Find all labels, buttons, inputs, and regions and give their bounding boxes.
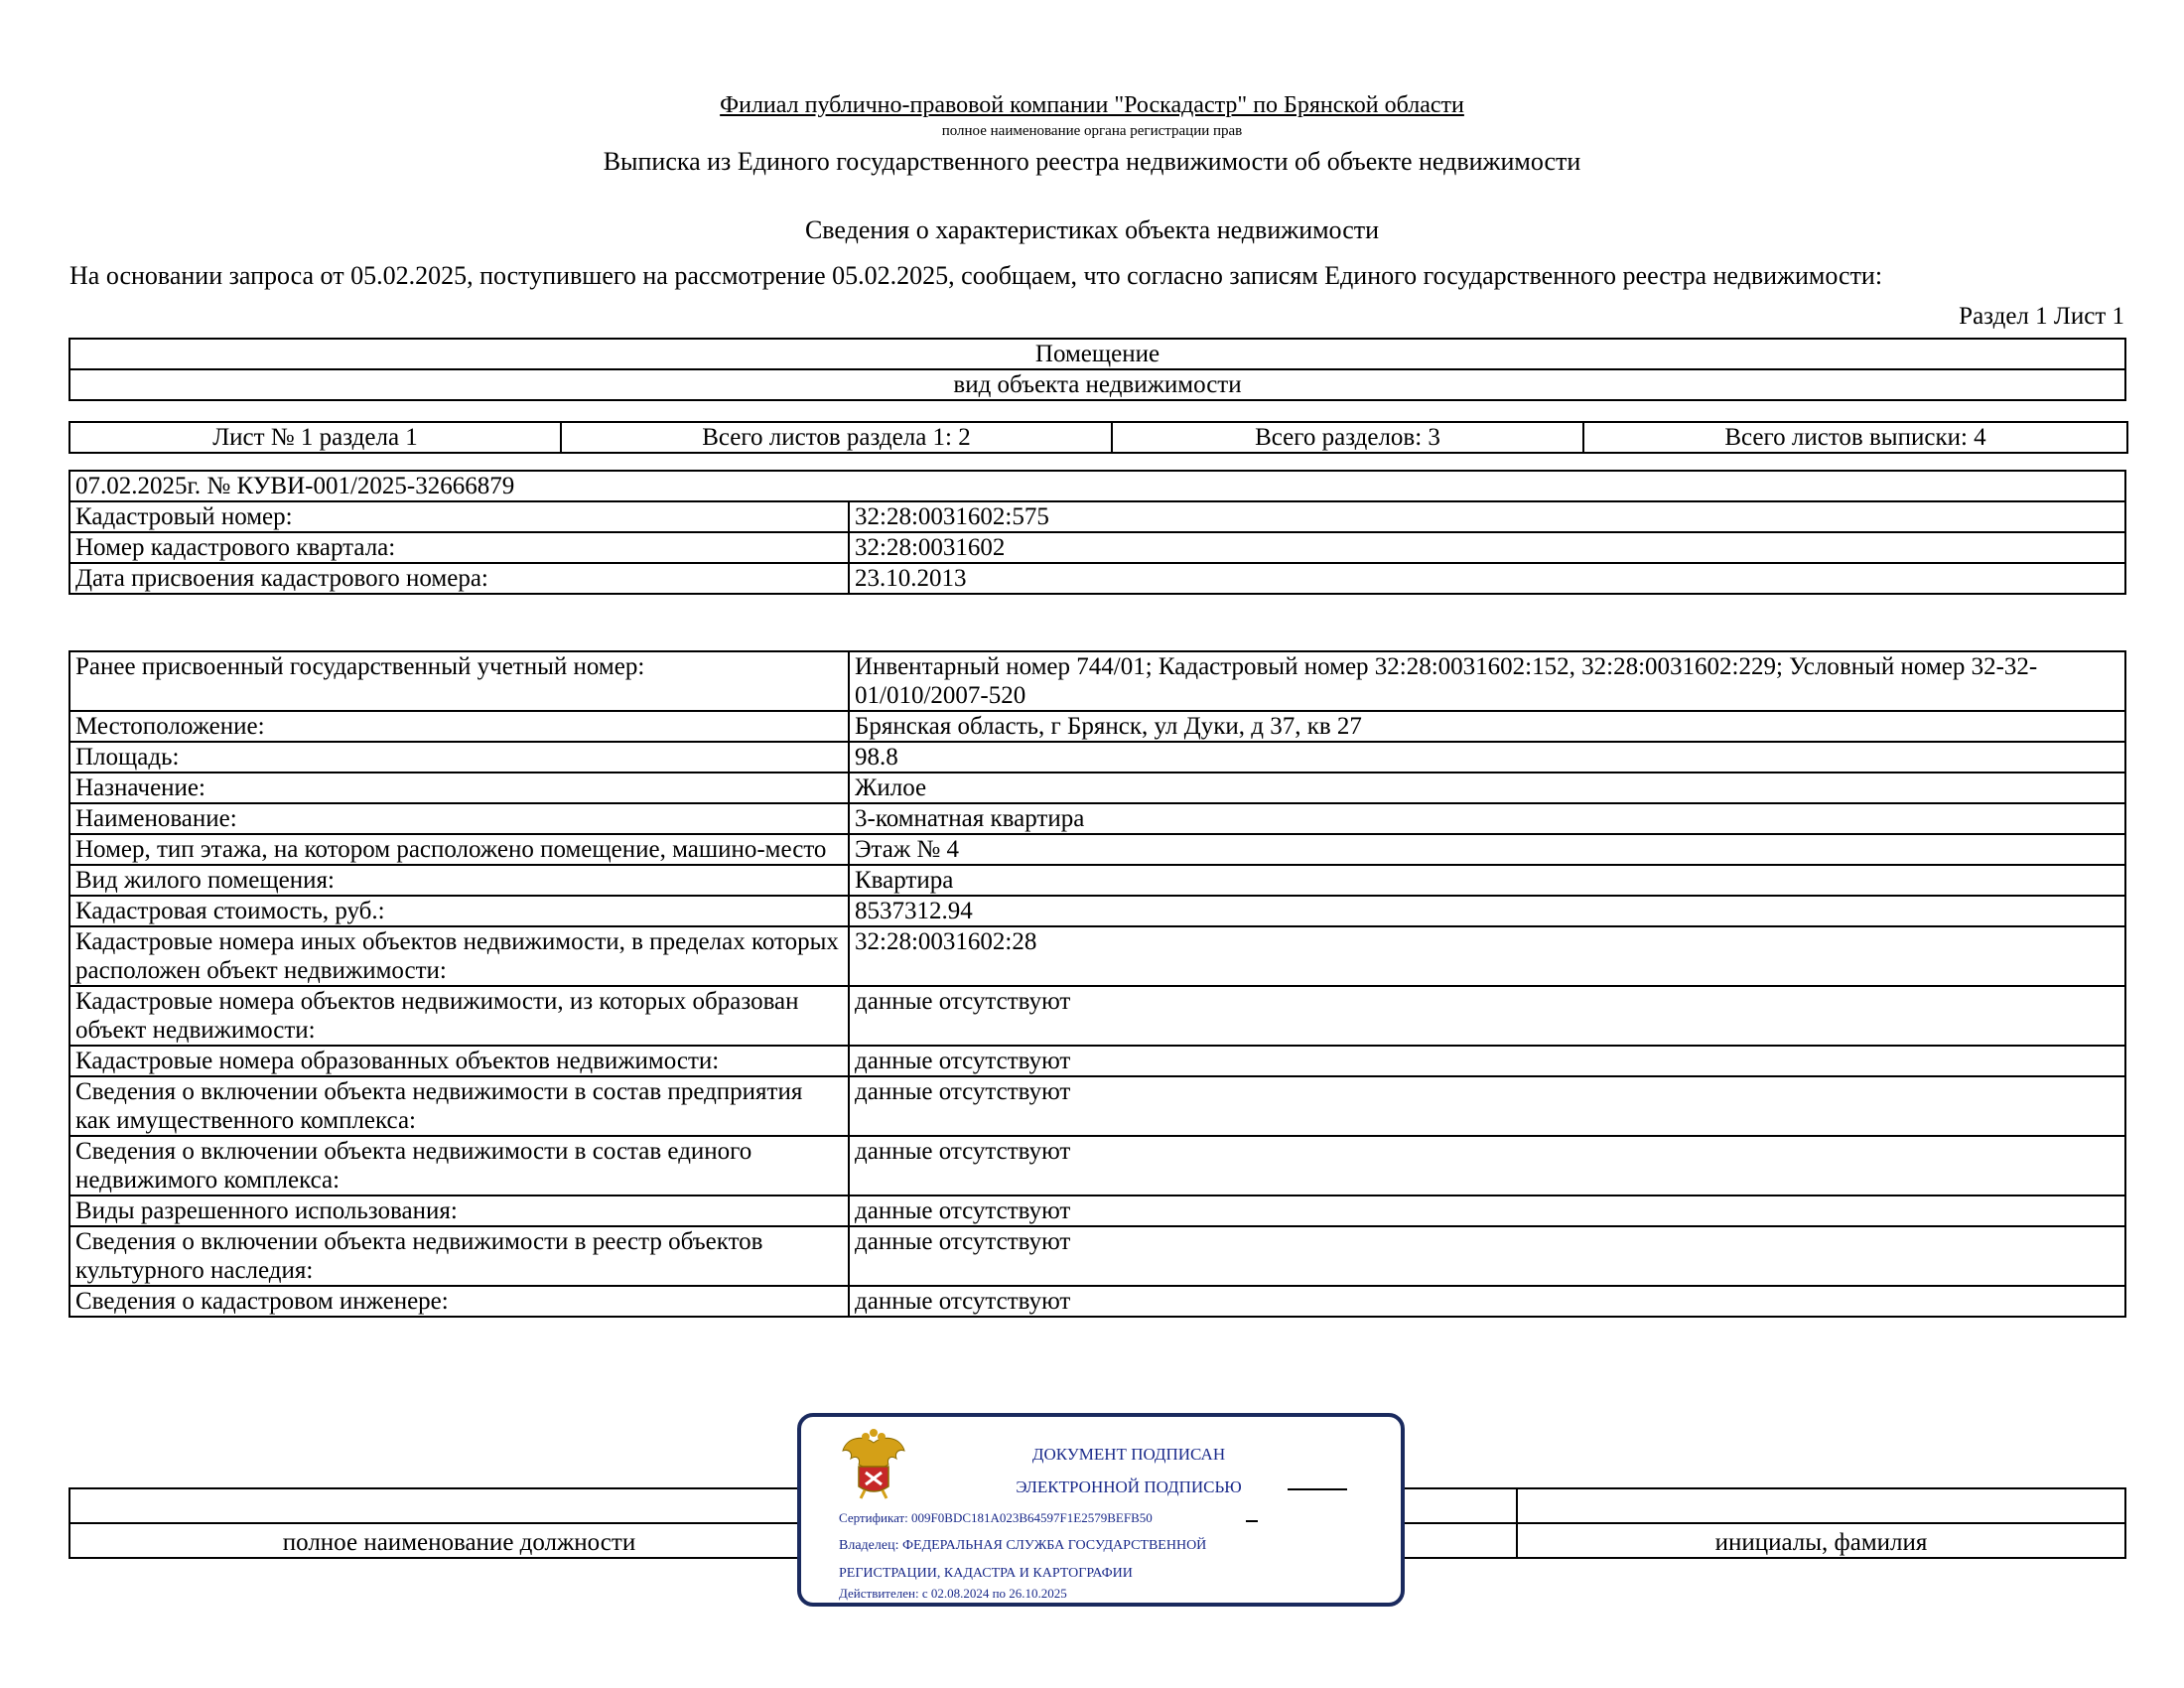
row-value: данные отсутствуют (849, 1196, 2125, 1226)
row-label: Сведения о кадастровом инженере: (69, 1286, 849, 1317)
sheets-table (68, 421, 2128, 454)
organ-caption: полное наименование органа регистрации прав (941, 123, 1243, 139)
table-row (69, 834, 2125, 865)
row-value: данные отсутствуют (849, 986, 2125, 1046)
document-title: Выписка из Единого государственного реестра недвижимости об объекте недвижимости (603, 147, 1581, 176)
stamp-line-1: ДОКУМЕНТ ПОДПИСАН (1031, 1445, 1226, 1464)
row-label: Номер кадастрового квартала: (69, 532, 849, 563)
registry-table (68, 470, 2126, 595)
details-table (68, 650, 2126, 1318)
stamp-line-2: ЭЛЕКТРОННОЙ ПОДПИСЬЮ (1016, 1477, 1242, 1496)
row-label: Кадастровые номера объектов недвижимости, из которых образован объект недвижимости: (69, 986, 849, 1046)
row-value: данные отсутствуют (849, 1046, 2125, 1076)
row-value: 23.10.2013 (849, 563, 2125, 594)
stamp-owner: Владелец: ФЕДЕРАЛЬНАЯ СЛУЖБА ГОСУДАРСТВЕННОЙ (839, 1538, 1207, 1553)
row-value: 32:28:0031602:575 (849, 501, 2125, 532)
row-value: Инвентарный номер 744/01; Кадастровый номер 32:28:0031602:152, 32:28:0031602:229; Условный номер 32-32-01/010/2007-520 (849, 651, 2125, 711)
row-value: 8537312.94 (849, 896, 2125, 926)
row-value: 32:28:0031602:28 (849, 926, 2125, 986)
total-sections: Всего разделов: 3 (1112, 422, 1583, 453)
position-field (69, 1488, 849, 1523)
row-value: Жилое (849, 773, 2125, 803)
table-row (69, 563, 2125, 594)
table-row (69, 926, 2125, 986)
row-label: Ранее присвоенный государственный учетный номер: (69, 651, 849, 711)
stamp-owner-continued: РЕГИСТРАЦИИ, КАДАСТРА И КАРТОГРАФИИ (839, 1566, 1133, 1581)
row-value: 32:28:0031602 (849, 532, 2125, 563)
row-label: Наименование: (69, 803, 849, 834)
row-label: Местоположение: (69, 711, 849, 742)
position-caption: полное наименование должности (69, 1523, 849, 1558)
row-label: Кадастровые номера иных объектов недвижимости, в пределах которых расположен объект недвижимости: (69, 926, 849, 986)
row-label: Номер, тип этажа, на котором расположено помещение, машино-место (69, 834, 849, 865)
row-label: Сведения о включении объекта недвижимости в состав единого недвижимого комплекса: (69, 1136, 849, 1196)
name-field (1517, 1488, 2125, 1523)
row-label: Вид жилого помещения: (69, 865, 849, 896)
table-row (69, 1076, 2125, 1136)
table-row (69, 773, 2125, 803)
row-value: данные отсутствуют (849, 1226, 2125, 1286)
section-title: Сведения о характеристиках объекта недвижимости (804, 215, 1380, 244)
page-reference: Раздел 1 Лист 1 (1959, 303, 2124, 330)
row-label: Виды разрешенного использования: (69, 1196, 849, 1226)
basis-text: На основании запроса от 05.02.2025, поступившего на рассмотрение 05.02.2025, сообщаем, что согласно записям Единого государственного реестра недвижимости: (69, 261, 1883, 290)
object-type-value: Помещение (69, 339, 2125, 369)
row-label: Кадастровые номера образованных объектов недвижимости: (69, 1046, 849, 1076)
row-value: Квартира (849, 865, 2125, 896)
sheet-number: Лист № 1 раздела 1 (69, 422, 561, 453)
row-value: данные отсутствуют (849, 1286, 2125, 1317)
table-row (69, 711, 2125, 742)
stamp-separator (1246, 1520, 1258, 1522)
table-row (69, 896, 2125, 926)
stamp-validity: Действителен: с 02.08.2024 по 26.10.2025 (839, 1586, 1067, 1601)
row-value: Брянская область, г Брянск, ул Дуки, д 37, кв 27 (849, 711, 2125, 742)
row-value: 3-комнатная квартира (849, 803, 2125, 834)
registry-date-number: 07.02.2025г. № КУВИ-001/2025-32666879 (69, 471, 2125, 501)
table-row (69, 1136, 2125, 1196)
table-row (69, 986, 2125, 1046)
object-type-caption: вид объекта недвижимости (69, 369, 2125, 400)
table-row (69, 1196, 2125, 1226)
row-value: 98.8 (849, 742, 2125, 773)
row-label: Сведения о включении объекта недвижимости в состав предприятия как имущественного комплекса: (69, 1076, 849, 1136)
table-row (69, 1046, 2125, 1076)
stamp-separator (1288, 1488, 1347, 1490)
table-row (69, 501, 2125, 532)
organ-name: Филиал публично-правовой компании "Роскадастр" по Брянской области (720, 92, 1464, 118)
electronic-signature-stamp (797, 1413, 1405, 1607)
table-row (69, 803, 2125, 834)
object-type-table (68, 338, 2126, 401)
table-row (69, 742, 2125, 773)
row-label: Назначение: (69, 773, 849, 803)
table-row (69, 865, 2125, 896)
row-label: Площадь: (69, 742, 849, 773)
row-value: Этаж № 4 (849, 834, 2125, 865)
row-label: Дата присвоения кадастрового номера: (69, 563, 849, 594)
total-sheets-section: Всего листов раздела 1: 2 (561, 422, 1112, 453)
row-label: Кадастровая стоимость, руб.: (69, 896, 849, 926)
total-sheets-extract: Всего листов выписки: 4 (1583, 422, 2127, 453)
table-row (69, 1286, 2125, 1317)
stamp-certificate: Сертификат: 009F0BDC181A023B64597F1E2579BEFB50 (839, 1510, 1153, 1525)
row-value: данные отсутствуют (849, 1136, 2125, 1196)
table-row (69, 1226, 2125, 1286)
row-label: Сведения о включении объекта недвижимости в реестр объектов культурного наследия: (69, 1226, 849, 1286)
table-row (69, 651, 2125, 711)
row-value: данные отсутствуют (849, 1076, 2125, 1136)
name-caption: инициалы, фамилия (1517, 1523, 2125, 1558)
table-row (69, 532, 2125, 563)
row-label: Кадастровый номер: (69, 501, 849, 532)
